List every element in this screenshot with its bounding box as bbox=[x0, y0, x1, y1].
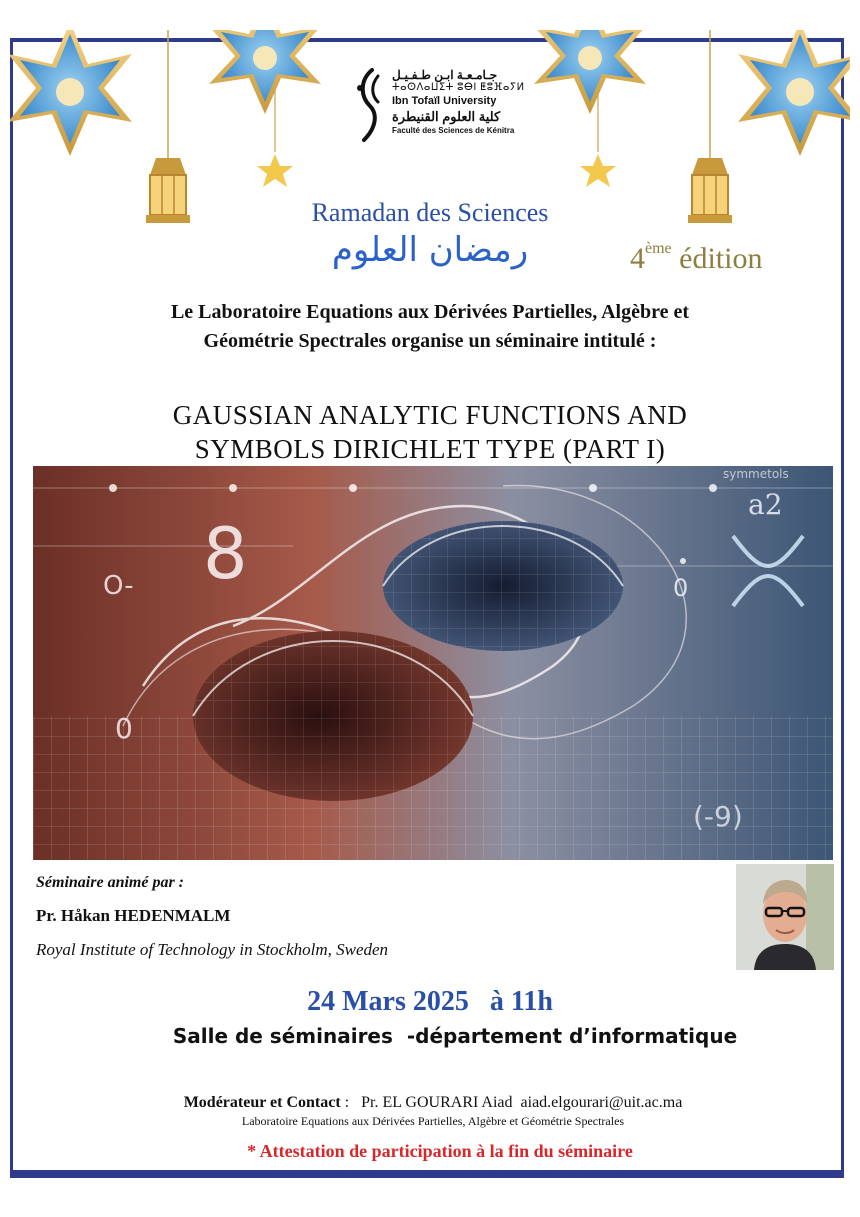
logo-faculty-name: Faculté des Sciences de Kénitra bbox=[392, 126, 515, 135]
edition-suffix: ème bbox=[645, 240, 672, 257]
seminar-intro bbox=[110, 298, 750, 356]
moderator-separator: : bbox=[340, 1094, 362, 1111]
moderator-label: Modérateur et Contact bbox=[183, 1094, 341, 1111]
speaker-photo bbox=[736, 864, 834, 970]
event-name-arabic: رمضان العلوم bbox=[331, 230, 529, 270]
university-emblem-icon bbox=[352, 66, 386, 146]
star-medallion-right bbox=[738, 30, 850, 156]
university-logo bbox=[350, 64, 525, 148]
speaker-label: Séminaire animé par : bbox=[36, 874, 185, 891]
edition-word: édition bbox=[679, 242, 763, 275]
title-line-1: GAUSSIAN ANALYTIC FUNCTIONS AND bbox=[172, 400, 688, 430]
star-medallion-center-left bbox=[209, 30, 321, 114]
logo-arabic-university: جـامـعـة ابـن طـفـيـل bbox=[392, 68, 498, 82]
logo-arabic-faculty: كلية العلوم القنيطرة bbox=[392, 109, 501, 124]
title-line-2: SYMBOLS DIRICHLET TYPE (PART I) bbox=[194, 434, 666, 464]
star-medallion-left bbox=[10, 30, 132, 156]
hanging-star-right-icon bbox=[580, 90, 616, 187]
logo-university-name: Ibn Tofaïl University bbox=[392, 95, 497, 107]
intro-line-2: Géométrie Spectrales organise un séminaire intitulé : bbox=[203, 330, 657, 352]
speaker-affiliation: Royal Institute of Technology in Stockholm, Sweden bbox=[36, 940, 389, 959]
seminar-room: Salle de séminaires -département d’informatique bbox=[172, 1024, 738, 1048]
speaker-name: Pr. Håkan HEDENMALM bbox=[36, 906, 231, 925]
edition-label bbox=[630, 242, 762, 276]
star-medallion-center-right bbox=[534, 30, 646, 114]
hero-symbol-small: symmetols bbox=[723, 467, 789, 481]
event-name-french: Ramadan des Sciences bbox=[311, 198, 549, 227]
logo-tifinagh-university: ⵜⴰⵙⴷⴰⵡⵉⵜ ⵓⴱⵏ ⵟⵓⴼⴰⵢⵍ bbox=[392, 82, 525, 93]
intro-line-1: Le Laboratoire Equations aux Dérivées Partielles, Algèbre et bbox=[170, 301, 690, 323]
seminar-title bbox=[80, 398, 780, 466]
hero-symbol-a2: a2 bbox=[748, 488, 783, 521]
frame-bottom-border bbox=[10, 1170, 844, 1178]
edition-number: 4 bbox=[630, 242, 645, 275]
moderator-email: aiad.elgourari@uit.ac.ma bbox=[520, 1094, 683, 1111]
attestation-note: * Attestation de participation à la fin du séminaire bbox=[247, 1141, 633, 1161]
hero-symbol-infinity: 8 bbox=[203, 513, 248, 595]
lantern-right-icon bbox=[688, 30, 732, 223]
lantern-left-icon bbox=[146, 30, 190, 223]
hero-symbol-left-mid: 0 bbox=[115, 712, 133, 745]
hero-symbol-formula: (-9) bbox=[693, 800, 743, 833]
hero-symbol-zero: 0 bbox=[673, 574, 689, 602]
hero-symbol-left: O- bbox=[103, 571, 134, 601]
seminar-date-time: 24 Mars 2025 à 11h bbox=[307, 986, 553, 1017]
moderator-contact-line bbox=[0, 1094, 860, 1112]
laboratory-name: Laboratoire Equations aux Dérivées Partielles, Algèbre et Géométrie Spectrales bbox=[241, 1114, 625, 1128]
moderator-name: Pr. EL GOURARI Aiad bbox=[361, 1094, 513, 1111]
hero-math-illustration bbox=[33, 466, 833, 860]
